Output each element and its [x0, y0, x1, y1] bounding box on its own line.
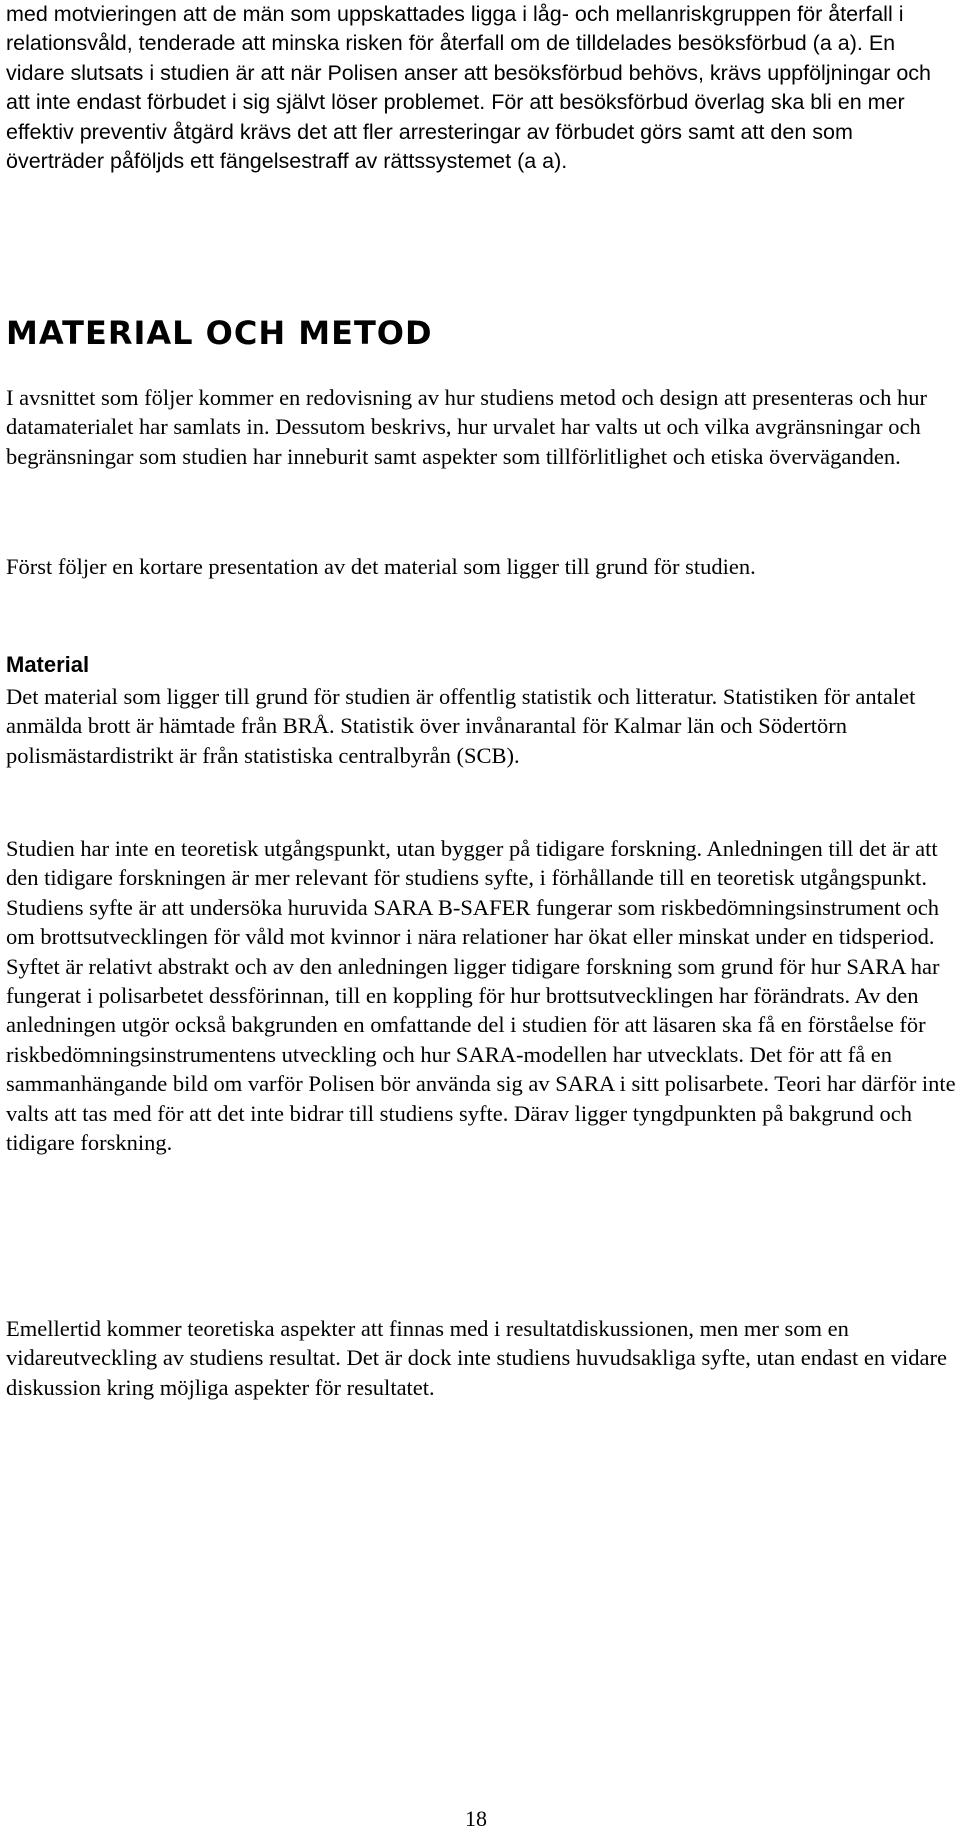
theoretical-aspects-paragraph: Emellertid kommer teoretiska aspekter att finnas med i resultatdiskussionen, men mer som en vidareutveckling av studiens resultat. Det är dock inte studiens huvudsakliga syfte, utan endast en vidare diskussion kring möjliga aspekter för resultatet.: [6, 1316, 947, 1400]
method-overview-paragraph: Först följer en kortare presentation av det material som ligger till grund för studien.: [6, 554, 756, 579]
page-number: 18: [465, 1806, 487, 1831]
material-sources-paragraph: Det material som ligger till grund för studien är offentlig statistik och litteratur. Statistiken för antalet anmälda brott är hämtade från BRÅ. Statistik över invånarantal för Kalmar län och Södertörn polismästardistrikt är från statistiska centralbyrån (SCB).: [6, 684, 916, 768]
material-subheading: Material: [6, 652, 90, 677]
intro-text: med motvieringen att de män som uppskattades ligga i låg- och mellanriskgruppen för återfall i relationsvåld, tenderade att minska risken för återfall om de tilldelades besöksförbud (a a). En vidare slutsats i studien är att när Polisen anser att besöksförbud behövs, krävs uppföljningar och att inte endast förbudet i sig självt löser problemet. För att besöksförbud överlag ska bli en mer effektiv preventiv åtgärd krävs det att fler arresteringar av förbudet görs samt att den som överträder påföljds ett fängelsestraff av rättssystemet (a a).: [6, 2, 932, 174]
section-heading: MATERIAL OCH METOD: [6, 314, 433, 352]
intro-paragraph: [6, 0, 956, 176]
research-basis-paragraph: Studien har inte en teoretisk utgångspunkt, utan bygger på tidigare forskning. Anledningen till det är att den tidigare forskningen är mer relevant för studiens syfte, i förhållande till en teoretisk utgångspunkt. Studiens syfte är att undersöka huruvida SARA B-SAFER fungerar som riskbedömningsinstrument och om brottsutvecklingen för våld mot kvinnor i nära relationer har ökat eller minskat under en tidsperiod. Syftet är relativt abstrakt och av den anledningen ligger tidigare forskning som grund för hur SARA har fungerat i polisarbetet dessförinnan, till en koppling för hur brottsutvecklingen har förändrats. Av den anledningen utgör också bakgrunden en omfattande del i studien för att läsaren ska få en förståelse för riskbedömningsinstrumentens utveckling och hur SARA-modellen har utvecklats. Det för att få en sammanhängande bild om varför Polisen bör använda sig av SARA i sitt polisarbete. Teori har därför inte valts att tas med för att det inte bidrar till studiens syfte. Därav ligger tyngdpunkten på bakgrund och tidigare forskning.: [6, 836, 956, 1156]
method-intro-paragraph: I avsnittet som följer kommer en redovisning av hur studiens metod och design att presenteras och hur datamaterialet har samlats in. Dessutom beskrivs, hur urvalet har valts ut och vilka avgränsningar och begränsningar som studien har inneburit samt aspekter som tillförlitlighet och etiska överväganden.: [6, 385, 928, 469]
